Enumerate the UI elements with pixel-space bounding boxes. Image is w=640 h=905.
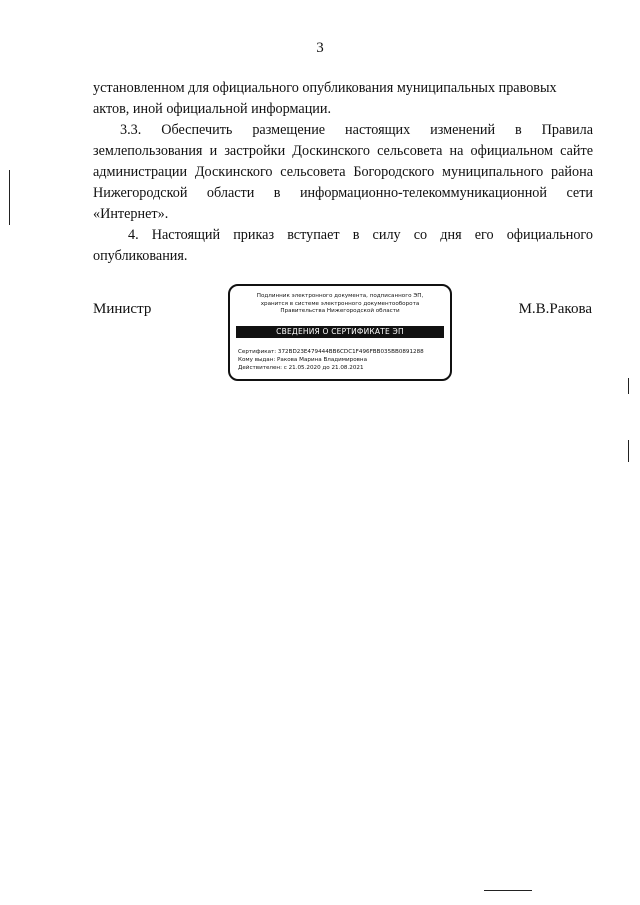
stamp-title-bar: СВЕДЕНИЯ О СЕРТИФИКАТЕ ЭП [236,326,444,338]
stamp-details [238,348,444,372]
signer-name: М.В.Ракова [518,301,592,317]
scan-edge-mark [9,170,10,225]
electronic-signature-stamp [228,284,452,381]
stamp-validity: Действителен: с 21.05.2020 до 21.08.2021 [238,365,364,371]
scan-edge-mark [628,440,629,462]
footer-line [484,890,532,891]
scan-edge-mark [628,378,629,394]
page-number: 3 [316,40,324,56]
stamp-header-line: Правительства Нижегородской области [280,308,400,314]
paragraph-continuation-end: актов, иной официальной информации. [93,101,332,117]
document-body [93,78,593,267]
stamp-issued-to: Кому выдан: Ракова Марина Владимировна [238,357,367,363]
signer-position: Министр [93,301,152,317]
stamp-certificate: Сертификат: 372BD23E479444BB6CDC1F496FBB035BB0891288 [238,349,424,355]
paragraph-3-3: 3.3. Обеспечить размещение настоящих изменений в Правила землепользования и застройки Доскинского сельсовета на официальном сайте администрации Доскинского сельсовета Богородского муниципального района Нижегородской области в информационно-телекоммуникационной сети «Интернет». [93,122,593,222]
paragraph-4: 4. Настоящий приказ вступает в силу со дня его официального опубликования. [93,227,593,264]
stamp-header [238,293,442,316]
stamp-header-line: хранится в системе электронного документооборота [260,300,420,307]
stamp-header-line: Подлинник электронного документа, подписанного ЭП, [256,293,424,299]
paragraph-continuation-line: установленном для официального опубликования муниципальных правовых [93,80,557,96]
